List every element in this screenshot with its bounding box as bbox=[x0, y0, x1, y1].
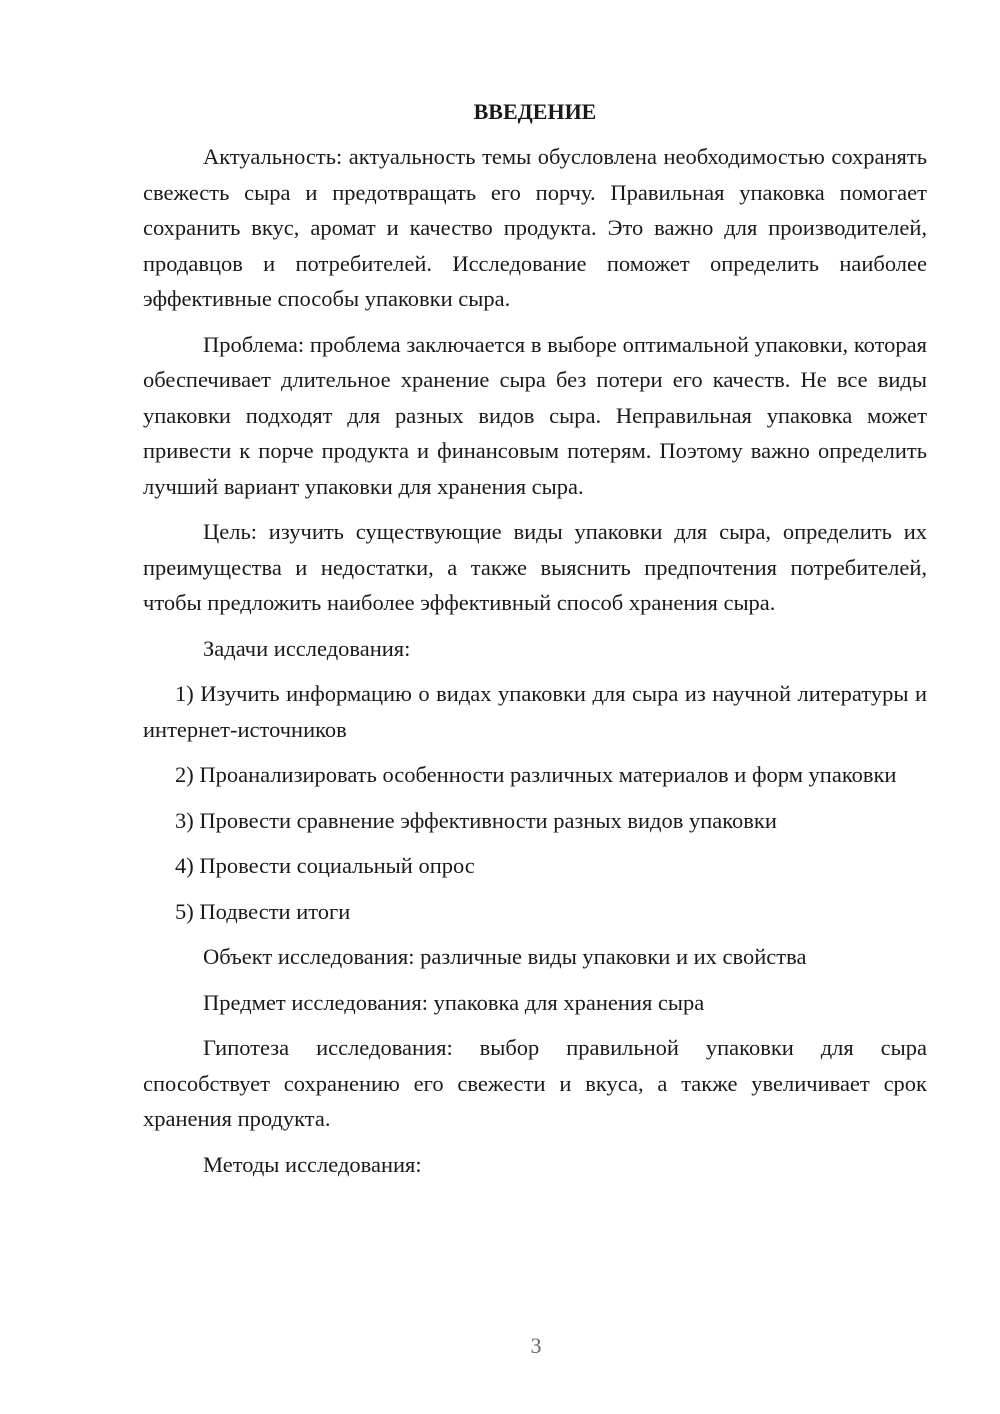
task-item-1: 1) Изучить информацию о видах упаковки для сыра из научной литературы и интернет-источников bbox=[143, 681, 927, 742]
goal-paragraph: Цель: изучить существующие виды упаковки для сыра, определить их преимущества и недостатки, а также выяснить предпочтения потребителей, чтобы предложить наиболее эффективный способ хранения сыра. bbox=[143, 519, 927, 615]
problem-paragraph: Проблема: проблема заключается в выборе оптимальной упаковки, которая обеспечивает длительное хранение сыра без потери его качеств. Не все виды упаковки подходят для разных видов сыра. Неправильная упаковка может привести к порче продукта и финансовым потерям. Поэтому важно определить лучший вариант упаковки для хранения сыра. bbox=[143, 331, 927, 499]
methods-heading: Методы исследования: bbox=[203, 1151, 422, 1177]
task-item-3: 3) Провести сравнение эффективности разных видов упаковки bbox=[175, 807, 777, 833]
tasks-heading: Задачи исследования: bbox=[203, 635, 411, 661]
hypothesis-paragraph: Гипотеза исследования: выбор правильной упаковки для сыра способствует сохранению его свежести и вкуса, а также увеличивает срок хранения продукта. bbox=[143, 1035, 927, 1131]
relevance-paragraph: Актуальность: актуальность темы обусловлена необходимостью сохранять свежесть сыра и предотвращать его порчу. Правильная упаковка помогает сохранить вкус, аромат и качество продукта. Это важно для производителей, продавцов и потребителей. Исследование поможет определить наиболее эффективные способы упаковки сыра. bbox=[143, 144, 927, 311]
task-item-5: 5) Подвести итоги bbox=[175, 898, 351, 924]
task-item-4: 4) Провести социальный опрос bbox=[175, 853, 475, 878]
page-number: 3 bbox=[530, 1333, 542, 1358]
page-content bbox=[143, 94, 927, 1192]
object-paragraph: Объект исследования: различные виды упаковки и их свойства bbox=[203, 944, 807, 969]
task-item-2: 2) Проанализировать особенности различных материалов и форм упаковки bbox=[175, 762, 897, 787]
section-heading: ВВЕДЕНИЕ bbox=[473, 99, 597, 124]
subject-paragraph: Предмет исследования: упаковка для хранения сыра bbox=[203, 989, 705, 1015]
